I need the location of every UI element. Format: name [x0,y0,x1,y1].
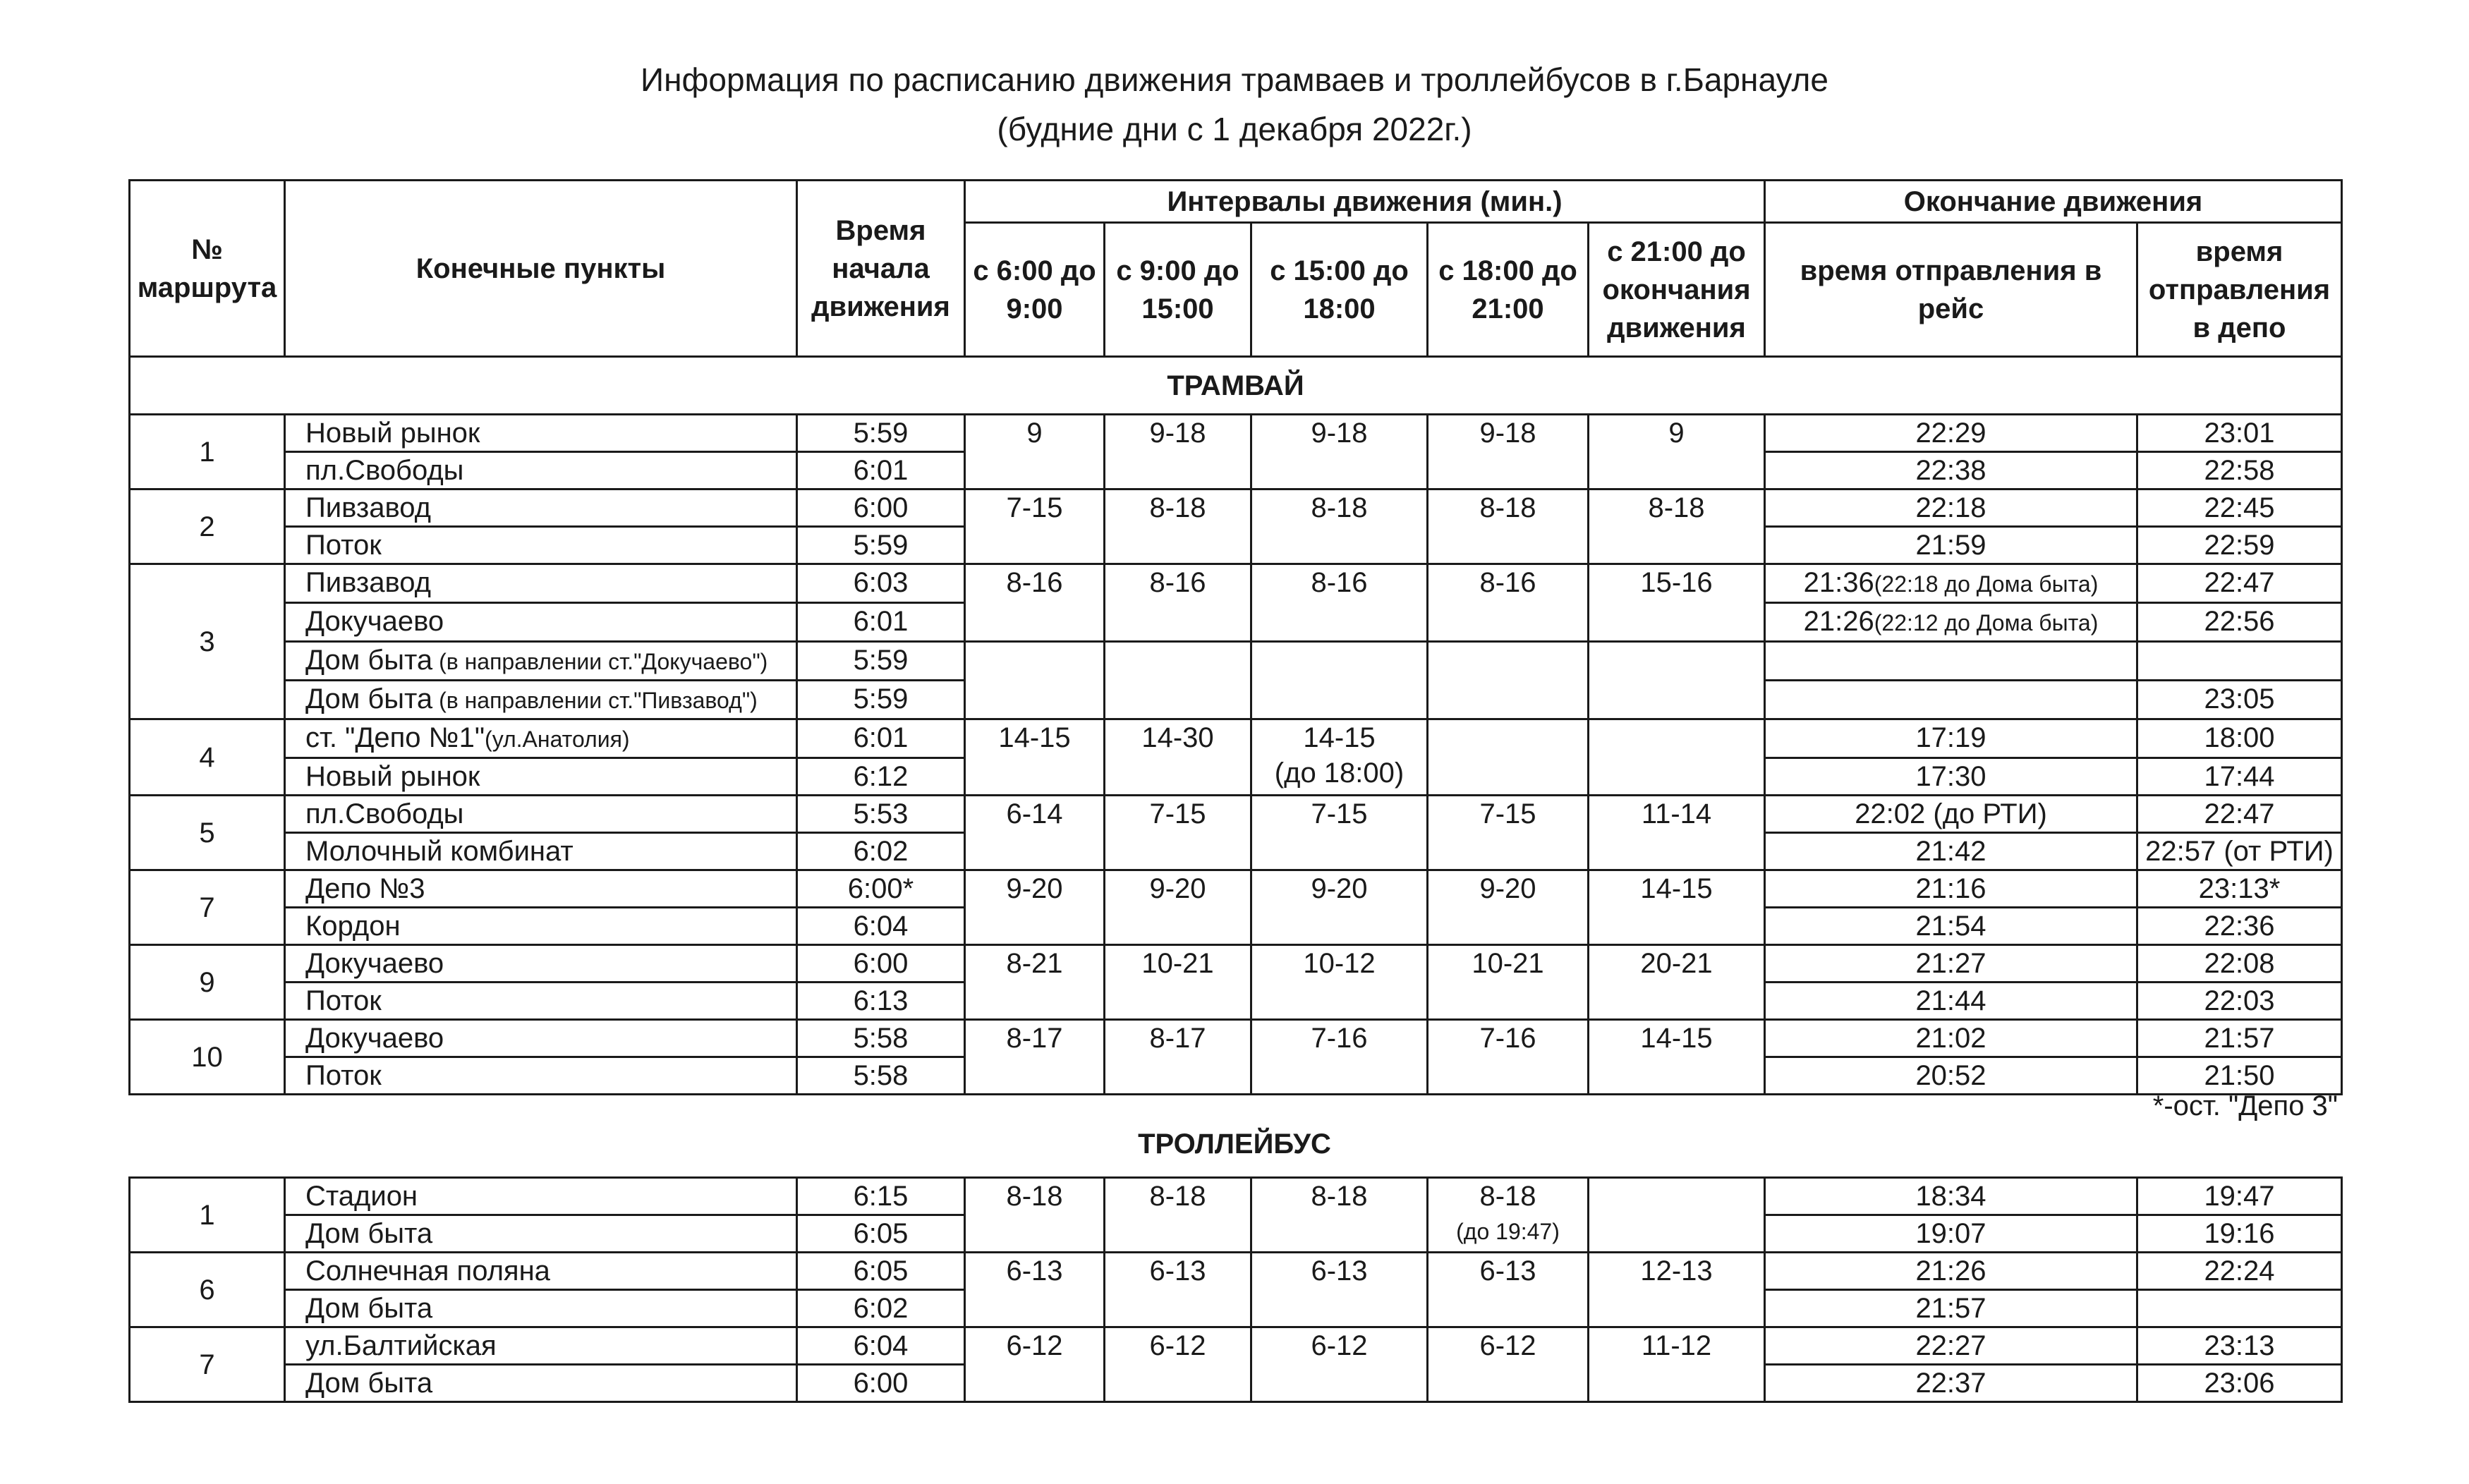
route-number: 5 [130,796,285,870]
trolleybus-schedule-table [128,1176,2343,1403]
terminal-stop: Дом быта [285,1365,797,1402]
trip-time: 22:27 [1765,1327,2137,1365]
interval-cell: 10-21 [1105,945,1251,1020]
interval-cell: 6-13 [1428,1253,1589,1327]
route-number: 1 [130,415,285,489]
interval-cell: 8-18 [1251,489,1428,564]
interval-cell: 9-20 [965,870,1105,945]
table-row [130,870,2342,908]
trip-time: 21:57 [1765,1290,2137,1327]
trip-time: 21:44 [1765,983,2137,1020]
terminal-stop-name: ст. "Депо №1" [305,722,485,753]
start-time: 5:58 [797,1020,965,1057]
header-interval-2: с 9:00 до 15:00 [1105,223,1251,357]
terminal-stop: Солнечная поляна [285,1253,797,1290]
start-time: 6:00* [797,870,965,908]
depot-time: 18:00 [2137,719,2342,758]
header-start-time: Время начала движения [797,181,965,357]
interval-cell [1428,1178,1589,1253]
terminal-stop: Кордон [285,908,797,945]
start-time: 6:03 [797,564,965,603]
depot-time: 23:13* [2137,870,2342,908]
start-time: 6:01 [797,452,965,489]
start-time: 6:00 [797,489,965,527]
trip-time: 17:30 [1765,758,2137,796]
depot-time: 22:03 [2137,983,2342,1020]
trip-time: 19:07 [1765,1215,2137,1253]
depot-time: 21:57 [2137,1020,2342,1057]
table-row [130,1178,2342,1215]
depot-time: 22:58 [2137,452,2342,489]
header-interval-5: с 21:00 до окончания движения [1589,223,1765,357]
interval-cell: 7-16 [1251,1020,1428,1095]
interval-value: 14-15 [1303,722,1376,753]
interval-cell: 14-30 [1105,719,1251,796]
interval-cell: 6-13 [1105,1253,1251,1327]
interval-cell: 8-17 [965,1020,1105,1095]
interval-cell: 10-21 [1428,945,1589,1020]
table-row [130,1020,2342,1057]
interval-cell: 7-15 [1105,796,1251,870]
depot-time: 23:06 [2137,1365,2342,1402]
terminal-stop: Поток [285,527,797,564]
terminal-stop: Стадион [285,1178,797,1215]
terminal-stop: Пивзавод [285,564,797,603]
start-time: 5:59 [797,642,965,681]
trip-time: 21:54 [1765,908,2137,945]
depot-time: 23:05 [2137,681,2342,719]
section-trolleybus: ТРОЛЛЕЙБУС [1138,1129,1331,1160]
interval-cell: 20-21 [1589,945,1765,1020]
interval-cell [1589,1178,1765,1253]
interval-cell: 9-20 [1105,870,1251,945]
trip-time: 18:34 [1765,1178,2137,1215]
trip-time: 21:16 [1765,870,2137,908]
footnote: *-ост. "Депо 3" [2152,1090,2338,1121]
route-number: 3 [130,564,285,719]
trip-time: 20:52 [1765,1057,2137,1095]
table-row [130,1253,2342,1290]
depot-time: 22:47 [2137,564,2342,603]
terminal-stop: пл.Свободы [285,452,797,489]
header-intervals: Интервалы движения (мин.) [965,181,1765,223]
table-row [130,945,2342,983]
table-row [130,642,2342,681]
start-time: 6:02 [797,833,965,870]
trip-time [1765,603,2137,642]
interval-cell: 8-18 [1105,1178,1251,1253]
depot-time: 22:59 [2137,527,2342,564]
table-row [130,1327,2342,1365]
terminal-stop: пл.Свободы [285,796,797,833]
trip-time-note: (22:12 до Дома быта) [1874,610,2099,635]
page-title: Информация по расписанию движения трамваев и троллейбусов в г.Барнауле [641,61,1828,98]
depot-time: 22:57 (от РТИ) [2137,833,2342,870]
terminal-stop: Поток [285,1057,797,1095]
interval-cell: 7-15 [1251,796,1428,870]
trip-time: 22:18 [1765,489,2137,527]
terminal-stop: Пивзавод [285,489,797,527]
header-end-trip: время отправления в рейс [1765,223,2137,357]
interval-cell: 6-12 [965,1327,1105,1402]
trip-time: 22:38 [1765,452,2137,489]
start-time: 5:53 [797,796,965,833]
depot-time: 22:47 [2137,796,2342,833]
depot-time: 19:16 [2137,1215,2342,1253]
header-interval-1: с 6:00 до 9:00 [965,223,1105,357]
start-time: 6:00 [797,1365,965,1402]
terminal-stop: Докучаево [285,1020,797,1057]
interval-cell: 6-12 [1105,1327,1251,1402]
interval-note: (до 19:47) [1456,1219,1560,1244]
terminal-stop-note: (ул.Анатолия) [485,726,630,752]
interval-cell: 7-15 [965,489,1105,564]
terminal-stop: Докучаево [285,945,797,983]
route-number: 7 [130,1327,285,1402]
start-time: 6:13 [797,983,965,1020]
interval-cell: 9 [1589,415,1765,489]
header-end-depot: время отправления в депо [2137,223,2342,357]
route-number: 4 [130,719,285,796]
interval-cell [1428,719,1589,796]
interval-cell [1589,642,1765,719]
terminal-stop: Дом быта [285,1290,797,1327]
interval-note: (до 18:00) [1274,758,1405,789]
interval-cell: 9 [965,415,1105,489]
start-time: 6:15 [797,1178,965,1215]
trip-time: 22:37 [1765,1365,2137,1402]
interval-cell: 9-18 [1428,415,1589,489]
terminal-stop: Молочный комбинат [285,833,797,870]
trip-time-value: 21:26 [1803,606,1874,637]
trip-time-value: 21:36 [1803,567,1874,598]
start-time: 5:58 [797,1057,965,1095]
tram-schedule-table [128,179,2343,1095]
interval-cell: 10-12 [1251,945,1428,1020]
interval-cell: 6-12 [1251,1327,1428,1402]
interval-cell: 14-15 [965,719,1105,796]
trip-time [1765,564,2137,603]
table-row [130,719,2342,758]
depot-time: 23:13 [2137,1327,2342,1365]
interval-cell [1428,642,1589,719]
start-time: 5:59 [797,527,965,564]
depot-time: 21:50 [2137,1057,2342,1095]
interval-cell: 7-15 [1428,796,1589,870]
header-interval-3: с 15:00 до 18:00 [1251,223,1428,357]
page-subtitle: (будние дни с 1 декабря 2022г.) [997,111,1472,147]
interval-cell: 12-13 [1589,1253,1765,1327]
interval-cell: 9-20 [1251,870,1428,945]
start-time: 6:04 [797,1327,965,1365]
trip-time [1765,681,2137,719]
header-interval-4: с 18:00 до 21:00 [1428,223,1589,357]
interval-cell: 7-16 [1428,1020,1589,1095]
interval-cell [1251,719,1428,796]
trip-time: 21:42 [1765,833,2137,870]
trip-time: 21:59 [1765,527,2137,564]
trip-time: 22:02 (до РТИ) [1765,796,2137,833]
start-time: 6:01 [797,603,965,642]
depot-time: 22:08 [2137,945,2342,983]
interval-value: 8-18 [1479,1181,1536,1212]
route-number: 6 [130,1253,285,1327]
terminal-stop-name: Дом быта [305,645,433,676]
terminal-stop [285,642,797,681]
terminal-stop: Новый рынок [285,758,797,796]
interval-cell: 8-21 [965,945,1105,1020]
trip-time: 17:19 [1765,719,2137,758]
table-row [130,489,2342,527]
terminal-stop-note: (в направлении ст."Докучаево") [439,649,768,674]
terminal-stop [285,681,797,719]
terminal-stop-name: Дом быта [305,683,433,714]
trip-time-note: (22:18 до Дома быта) [1874,571,2099,597]
header-end: Окончание движения [1765,181,2342,223]
interval-cell: 8-18 [1105,489,1251,564]
start-time: 5:59 [797,415,965,452]
interval-cell: 8-18 [1251,1178,1428,1253]
start-time: 6:00 [797,945,965,983]
terminal-stop: ул.Балтийская [285,1327,797,1365]
trip-time: 21:26 [1765,1253,2137,1290]
interval-cell: 8-16 [1251,564,1428,642]
depot-time: 22:56 [2137,603,2342,642]
route-number: 2 [130,489,285,564]
terminal-stop: Новый рынок [285,415,797,452]
interval-cell: 11-14 [1589,796,1765,870]
interval-cell: 6-13 [965,1253,1105,1327]
start-time: 6:04 [797,908,965,945]
interval-cell: 9-18 [1105,415,1251,489]
interval-cell [1251,642,1428,719]
trip-time: 21:02 [1765,1020,2137,1057]
start-time: 6:01 [797,719,965,758]
depot-time: 17:44 [2137,758,2342,796]
interval-cell [965,642,1105,719]
interval-cell: 8-18 [1589,489,1765,564]
depot-time [2137,1290,2342,1327]
interval-cell [1105,642,1251,719]
interval-cell: 15-16 [1589,564,1765,642]
terminal-stop: Поток [285,983,797,1020]
trip-time [1765,642,2137,681]
section-tram: ТРАМВАЙ [130,357,2342,415]
interval-cell: 8-16 [1105,564,1251,642]
terminal-stop: Депо №3 [285,870,797,908]
header-terminals: Конечные пункты [285,181,797,357]
depot-time: 22:36 [2137,908,2342,945]
depot-time: 22:45 [2137,489,2342,527]
terminal-stop [285,719,797,758]
interval-cell: 8-18 [965,1178,1105,1253]
interval-cell: 8-16 [1428,564,1589,642]
terminal-stop-note: (в направлении ст."Пивзавод") [439,688,758,713]
start-time: 6:05 [797,1215,965,1253]
depot-time: 22:24 [2137,1253,2342,1290]
interval-cell: 14-15 [1589,1020,1765,1095]
header-route-no: № маршрута [130,181,285,357]
start-time: 5:59 [797,681,965,719]
interval-cell: 6-14 [965,796,1105,870]
depot-time: 19:47 [2137,1178,2342,1215]
interval-cell: 8-17 [1105,1020,1251,1095]
interval-cell [1589,719,1765,796]
depot-time: 23:01 [2137,415,2342,452]
interval-cell: 9-18 [1251,415,1428,489]
depot-time [2137,642,2342,681]
trip-time: 22:29 [1765,415,2137,452]
route-number: 10 [130,1020,285,1095]
table-row [130,564,2342,603]
interval-cell: 9-20 [1428,870,1589,945]
interval-cell: 6-12 [1428,1327,1589,1402]
start-time: 6:02 [797,1290,965,1327]
interval-cell: 14-15 [1589,870,1765,945]
start-time: 6:12 [797,758,965,796]
terminal-stop: Докучаево [285,603,797,642]
start-time: 6:05 [797,1253,965,1290]
table-row [130,796,2342,833]
terminal-stop: Дом быта [285,1215,797,1253]
trip-time: 21:27 [1765,945,2137,983]
interval-cell: 8-18 [1428,489,1589,564]
interval-cell: 8-16 [965,564,1105,642]
route-number: 1 [130,1178,285,1253]
interval-cell: 6-13 [1251,1253,1428,1327]
table-row [130,415,2342,452]
interval-cell: 11-12 [1589,1327,1765,1402]
route-number: 9 [130,945,285,1020]
route-number: 7 [130,870,285,945]
